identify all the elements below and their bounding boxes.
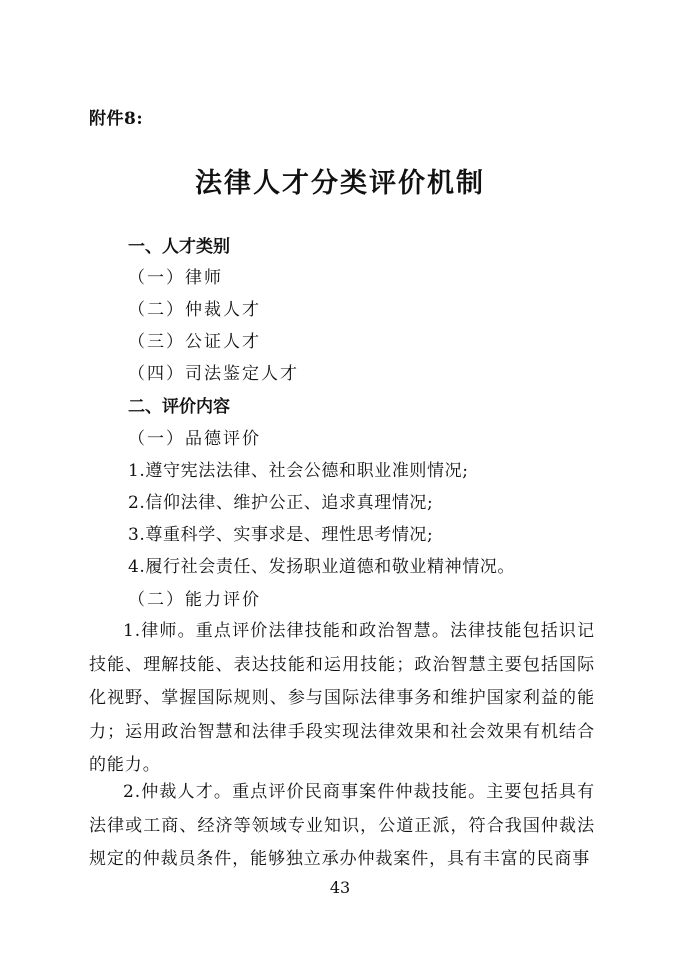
attachment-label: 附件8: (89, 109, 144, 129)
subsection-heading-ability: （二）能力评价 (128, 590, 261, 610)
moral-criterion: 4.履行社会责任、发扬职业道德和敬业精神情况。 (128, 557, 516, 577)
moral-criterion: 1.遵守宪法法律、社会公德和职业准则情况; (128, 461, 469, 481)
category-item: （四）司法鉴定人才 (128, 364, 299, 384)
category-item: （一）律师 (128, 268, 223, 288)
paragraph-text: 1.律师。重点评价法律技能和政治智慧。法律技能包括识记技能、理解技能、表达技能和运用技能；政治智慧主要包括国际化视野、掌握国际规则、参与国际法律事务和维护国家利益的能力；运用政治智慧和法律手段实现法律效果和社会效果有机结合的能力。 (89, 621, 595, 775)
ability-paragraph-arbitration (89, 776, 595, 877)
section-heading-evaluation-content: 二、评价内容 (128, 397, 230, 417)
subsection-heading-moral: （一）品德评价 (128, 429, 261, 449)
moral-criterion: 3.尊重科学、实事求是、理性思考情况; (128, 525, 434, 545)
ability-paragraph-lawyer (89, 615, 595, 783)
document-title: 法律人才分类评价机制 (195, 168, 485, 199)
category-item: （三）公证人才 (128, 332, 261, 352)
section-heading-talent-categories: 一、人才类别 (128, 237, 230, 257)
moral-criterion: 2.信仰法律、维护公正、追求真理情况; (128, 493, 434, 513)
paragraph-text: 2.仲裁人才。重点评价民商事案件仲裁技能。主要包括具有法律或工商、经济等领域专业知识，公道正派，符合我国仲裁法规定的仲裁员条件，能够独立承办仲裁案件，具有丰富的民商事 (89, 782, 595, 869)
page-number: 43 (329, 878, 351, 897)
category-item: （二）仲裁人才 (128, 300, 261, 320)
